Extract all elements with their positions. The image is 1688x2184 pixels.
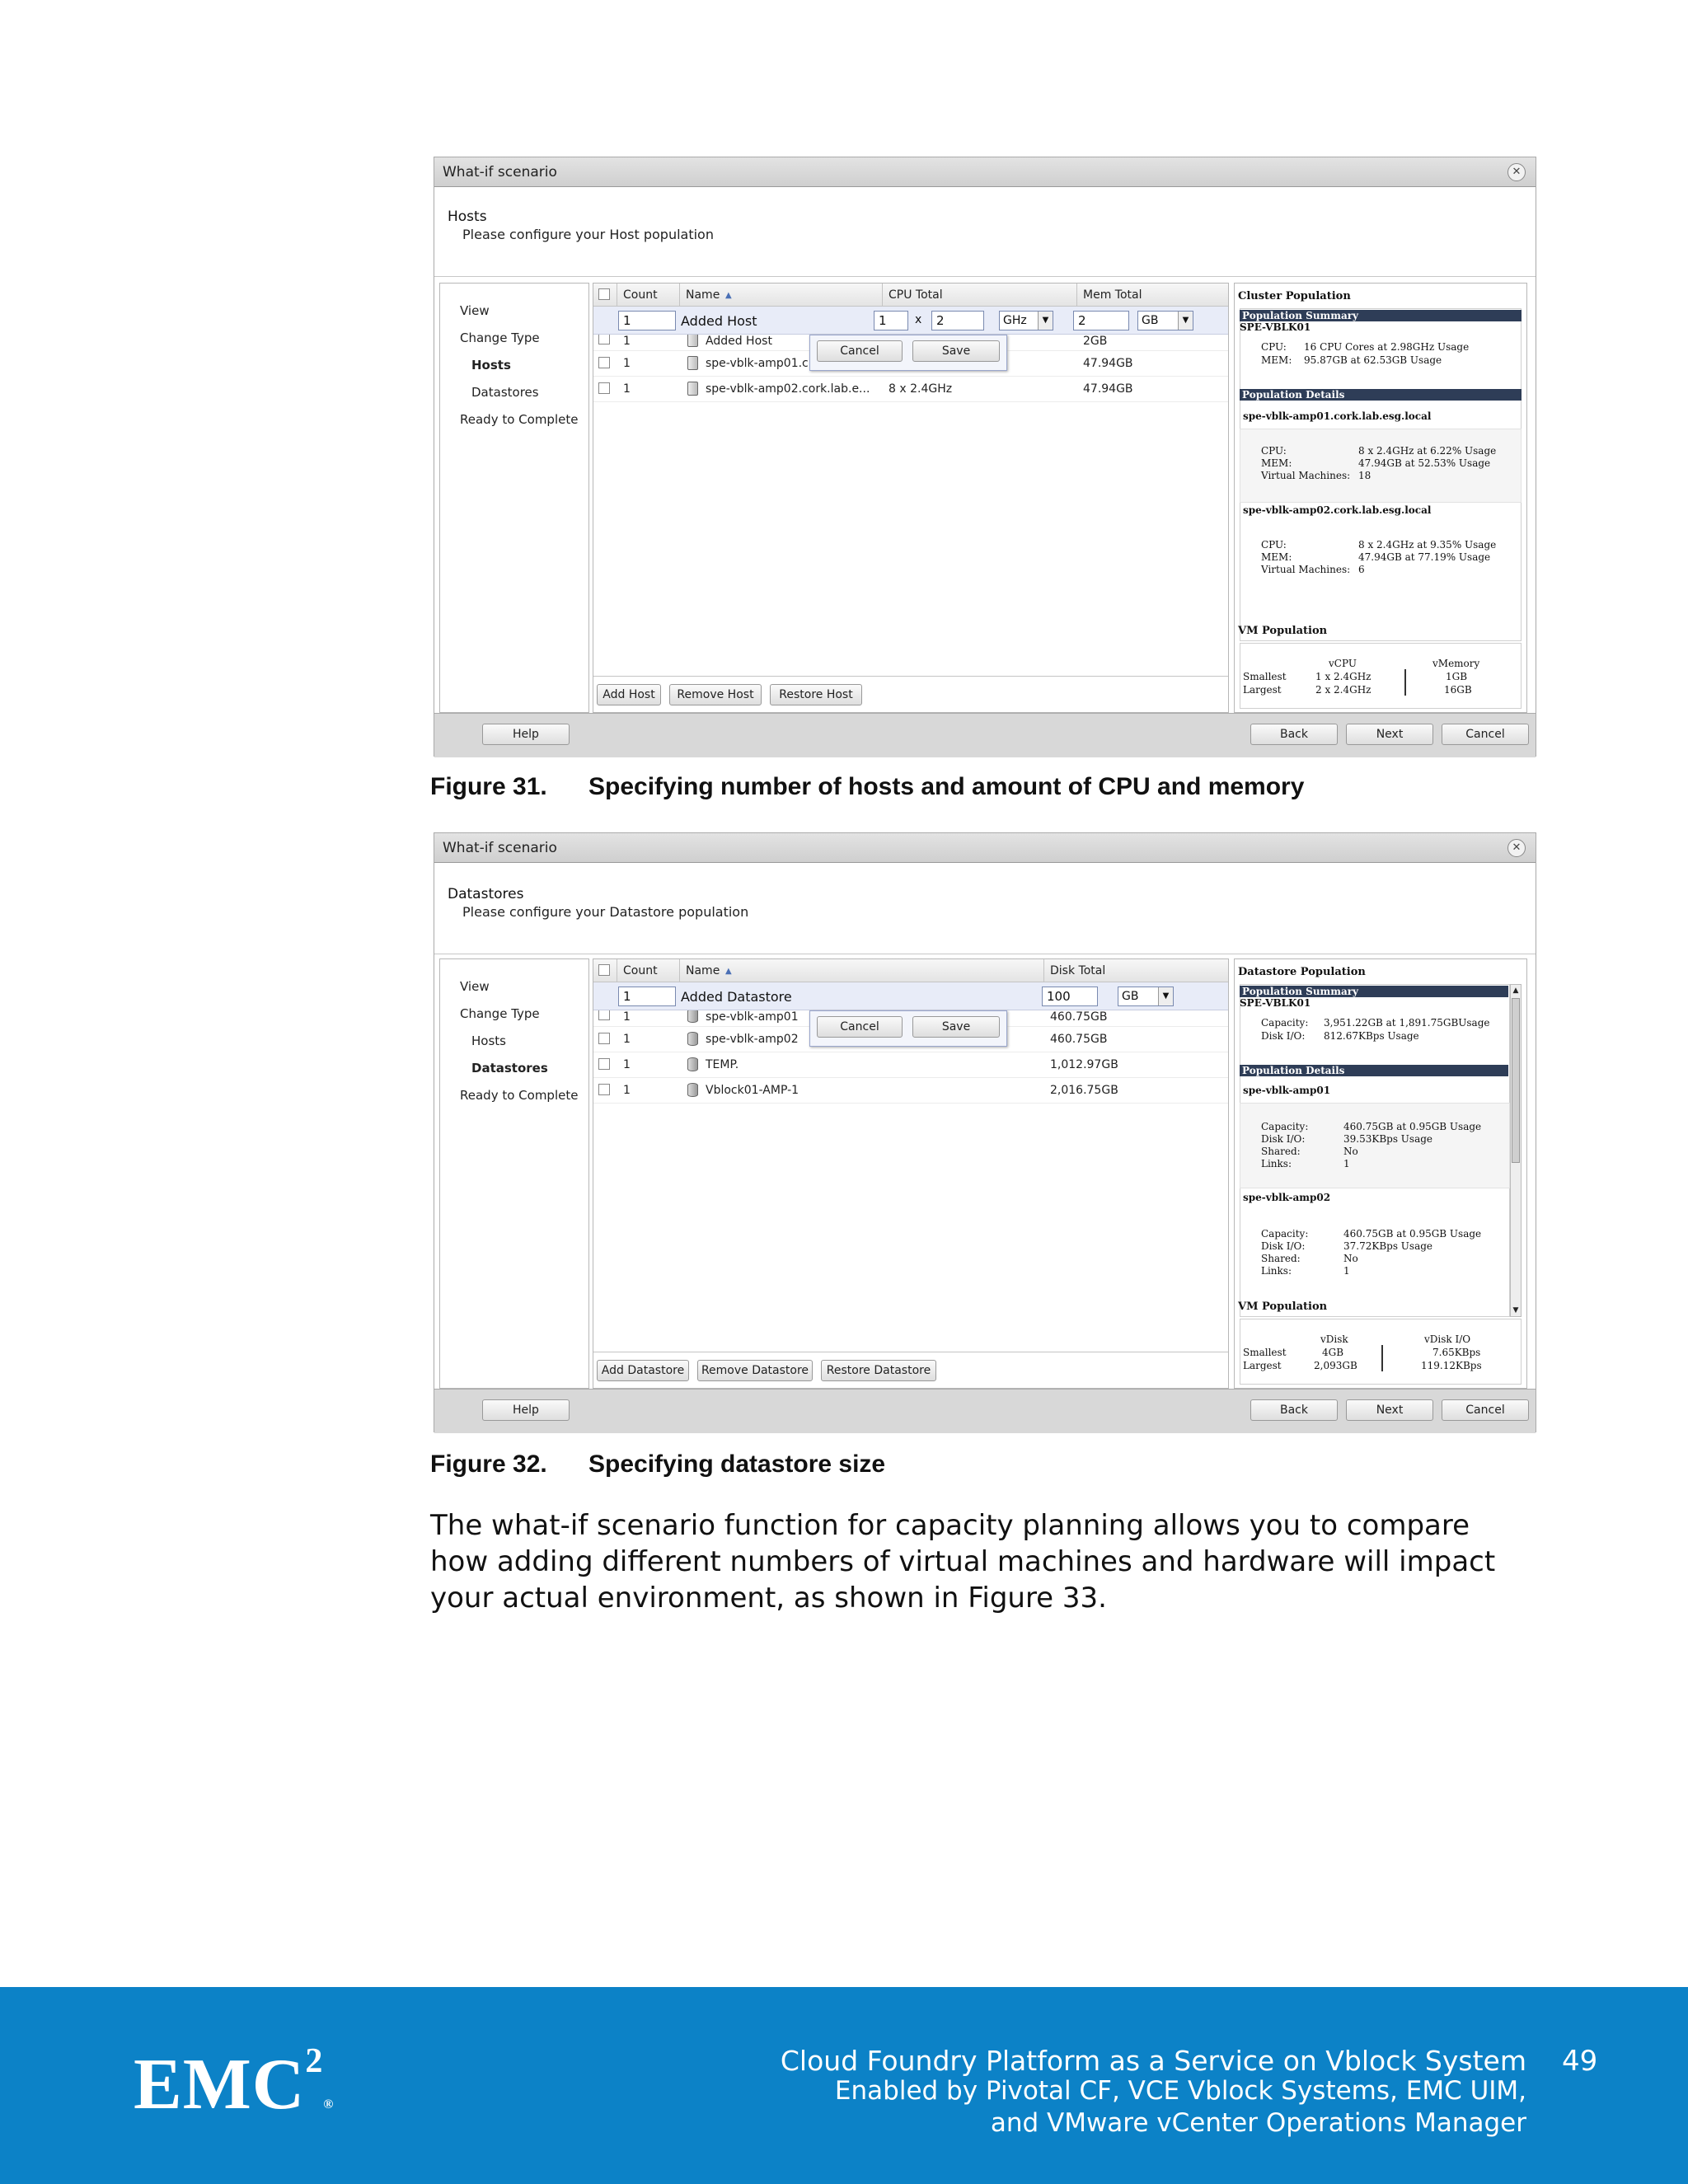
population-summary-bar: Population Summary (1240, 310, 1522, 321)
detail-shared-label: Shared: (1261, 1146, 1301, 1157)
cluster-name: SPE-VBLK01 (1240, 321, 1311, 333)
row-name: spe-vblk-amp01.c (706, 357, 809, 370)
scrollbar[interactable] (1510, 984, 1522, 1317)
detail-cpu-value: 8 x 2.4GHz at 6.22% Usage (1358, 445, 1497, 457)
row-mem: 47.94GB (1083, 382, 1133, 396)
figure-31-screenshot (434, 157, 1536, 757)
row-disk: 460.75GB (1050, 1033, 1108, 1046)
cancel-button[interactable]: Cancel (817, 340, 903, 362)
figure-caption-text: Specifying datastore size (588, 1451, 886, 1478)
figure-number: Figure 31. (430, 773, 547, 800)
figure-32-caption (430, 1451, 885, 1479)
row-checkbox[interactable] (598, 1033, 610, 1044)
detail-capacity-value: 460.75GB at 0.95GB Usage (1343, 1228, 1482, 1240)
host-name-input[interactable]: Added Host (681, 313, 757, 329)
mem-unit-select[interactable] (1137, 311, 1193, 330)
vm-divider (1381, 1345, 1383, 1371)
cpu-unit-select[interactable] (999, 311, 1053, 330)
sort-ascending-icon[interactable]: ▲ (725, 967, 732, 976)
row-count: 1 (623, 357, 631, 370)
detail-capacity-label: Capacity: (1261, 1228, 1309, 1240)
row-name: Vblock01-AMP-1 (706, 1084, 799, 1097)
close-icon[interactable]: ✕ (1507, 163, 1526, 181)
nav-item-datastores[interactable]: Datastores (471, 385, 539, 400)
count-input[interactable]: 1 (618, 987, 676, 1006)
count-input[interactable]: 1 (618, 311, 676, 330)
page-number: 49 (1562, 2045, 1598, 2078)
row-count: 1 (623, 382, 631, 396)
row-disk: 2,016.75GB (1050, 1084, 1118, 1097)
restore-host-button[interactable]: Restore Host (770, 684, 862, 705)
disk-unit-value: GB (1122, 990, 1139, 1003)
datastore-detail-name: spe-vblk-amp01 (1243, 1085, 1331, 1096)
row-checkbox[interactable] (598, 1058, 610, 1070)
scrollbar-thumb[interactable] (1512, 998, 1520, 1163)
vm-row-label: Smallest (1243, 1347, 1287, 1358)
back-button[interactable]: Back (1250, 1399, 1338, 1421)
scroll-up-icon[interactable]: ▲ (1512, 987, 1519, 995)
detail-links-label: Links: (1261, 1158, 1292, 1169)
vm-divider (1404, 669, 1406, 696)
emc-logo (134, 2043, 334, 2126)
row-count: 1 (623, 1010, 631, 1024)
detail-shared-label: Shared: (1261, 1253, 1301, 1264)
summary-capacity-value: 3,951.22GB at 1,891.75GBUsage (1324, 1017, 1490, 1029)
row-count: 1 (623, 1033, 631, 1046)
detail-cpu-label: CPU: (1261, 539, 1287, 551)
nav-item-view[interactable]: View (460, 979, 490, 994)
page-footer (0, 1987, 1688, 2184)
row-disk: 1,012.97GB (1050, 1058, 1118, 1071)
mem-unit-value: GB (1142, 314, 1159, 327)
row-checkbox[interactable] (598, 1084, 610, 1095)
row-name: TEMP. (706, 1058, 739, 1071)
row-count: 1 (623, 1058, 631, 1071)
select-all-checkbox[interactable] (598, 964, 610, 976)
header-divider (434, 276, 1536, 277)
help-button[interactable]: Help (482, 1399, 570, 1421)
nav-item-hosts[interactable]: Hosts (471, 1033, 506, 1048)
detail-vms-label: Virtual Machines: (1261, 470, 1351, 481)
vm-row-label: Largest (1243, 684, 1282, 696)
vm-row-a: 1 x 2.4GHz (1315, 671, 1372, 682)
row-count: 1 (623, 1084, 631, 1097)
footer-title-line-2: Enabled by Pivotal CF, VCE Vblock Systems, EMC UIM, (834, 2076, 1526, 2106)
detail-mem-label: MEM: (1261, 457, 1292, 469)
wizard-nav-panel (439, 283, 589, 713)
detail-mem-value: 47.94GB at 52.53% Usage (1358, 457, 1491, 469)
column-cpu-total[interactable]: CPU Total (889, 288, 943, 302)
cpu-speed-input[interactable]: 2 (931, 311, 984, 330)
detail-cpu-label: CPU: (1261, 445, 1287, 457)
select-all-checkbox[interactable] (598, 288, 610, 300)
detail-io-label: Disk I/O: (1261, 1133, 1306, 1145)
cancel-button[interactable]: Cancel (817, 1016, 903, 1038)
panel-title: Datastore Population (1238, 966, 1366, 978)
panel-title: Cluster Population (1238, 290, 1351, 302)
cancel-button[interactable]: Cancel (1442, 724, 1529, 745)
cluster-population-panel (1234, 283, 1527, 713)
remove-host-button[interactable]: Remove Host (669, 684, 762, 705)
summary-cpu-value: 16 CPU Cores at 2.98GHz Usage (1304, 341, 1470, 353)
population-details-bar: Population Details (1240, 1065, 1508, 1076)
detail-vms-value: 6 (1358, 564, 1365, 575)
scroll-down-icon[interactable]: ▼ (1512, 1306, 1519, 1315)
column-name[interactable]: Name (686, 288, 720, 302)
datastore-icon (687, 1057, 698, 1071)
row-edit-popup (809, 1010, 1007, 1047)
column-divider (1076, 284, 1077, 307)
vm-population-title: VM Population (1238, 1301, 1328, 1313)
table-row[interactable] (593, 377, 1228, 402)
detail-capacity-value: 460.75GB at 0.95GB Usage (1343, 1121, 1482, 1132)
wizard-button-bar (434, 1389, 1536, 1433)
row-mem: 47.94GB (1083, 357, 1133, 370)
logo-text: EMC (134, 2045, 306, 2125)
detail-capacity-label: Capacity: (1261, 1121, 1309, 1132)
window-title: What-if scenario (443, 840, 557, 856)
nav-item-ready-to-complete[interactable]: Ready to Complete (460, 1088, 579, 1103)
window-titlebar (434, 833, 1536, 863)
detail-mem-value: 47.94GB at 77.19% Usage (1358, 551, 1491, 563)
wizard-step-title: Datastores (448, 886, 524, 902)
footer-title-line-1: Cloud Foundry Platform as a Service on Vblock System (780, 2045, 1526, 2077)
save-button[interactable]: Save (912, 1016, 1000, 1038)
vm-row-b: 119.12KBps (1421, 1360, 1482, 1371)
host-icon (687, 356, 698, 370)
host-icon (687, 335, 698, 347)
vm-col-a: vCPU (1329, 658, 1357, 669)
add-datastore-button[interactable]: Add Datastore (597, 1360, 689, 1381)
row-checkbox[interactable] (598, 382, 610, 394)
figure-32-screenshot (434, 832, 1536, 1432)
vm-row-a: 4GB (1322, 1347, 1344, 1358)
wizard-nav-panel (439, 958, 589, 1389)
vm-row-b: 1GB (1446, 671, 1468, 682)
wizard-step-title: Hosts (448, 209, 487, 225)
nav-item-hosts[interactable]: Hosts (471, 358, 511, 373)
vm-row-b: 16GB (1444, 684, 1472, 696)
cluster-name: SPE-VBLK01 (1240, 997, 1311, 1009)
logo-superscript: 2 (305, 2042, 324, 2080)
datastore-population-panel (1234, 958, 1527, 1389)
close-icon[interactable]: ✕ (1507, 839, 1526, 857)
next-button[interactable]: Next (1346, 724, 1433, 745)
hosts-grid (593, 283, 1229, 713)
figure-caption-text: Specifying number of hosts and amount of CPU and memory (588, 773, 1305, 800)
column-count[interactable]: Count (623, 964, 658, 977)
datastore-detail-name: spe-vblk-amp02 (1243, 1192, 1331, 1203)
vm-col-b: vMemory (1432, 658, 1480, 669)
column-divider (679, 959, 680, 982)
times-sign: x (915, 313, 922, 326)
remove-datastore-button[interactable]: Remove Datastore (697, 1360, 813, 1381)
vm-row-label: Smallest (1243, 671, 1287, 682)
restore-datastore-button[interactable]: Restore Datastore (821, 1360, 936, 1381)
population-summary-bar: Population Summary (1240, 986, 1508, 997)
logo-registered-mark: ® (323, 2097, 335, 2111)
summary-mem-value: 95.87GB at 62.53GB Usage (1304, 354, 1442, 366)
nav-item-view[interactable]: View (460, 303, 490, 318)
column-divider (882, 284, 883, 307)
sort-ascending-icon[interactable]: ▲ (725, 291, 732, 300)
detail-links-value: 1 (1343, 1265, 1350, 1277)
window-titlebar (434, 157, 1536, 187)
summary-io-value: 812.67KBps Usage (1324, 1030, 1419, 1042)
row-count: 1 (623, 335, 631, 348)
detail-io-value: 37.72KBps Usage (1343, 1240, 1432, 1252)
wizard-step-subtitle: Please configure your Host population (462, 227, 714, 242)
vm-col-b: vDisk I/O (1424, 1333, 1471, 1345)
summary-cpu-label: CPU: (1261, 341, 1287, 353)
detail-links-label: Links: (1261, 1265, 1292, 1277)
vm-row-b: 7.65KBps (1432, 1347, 1481, 1358)
datastore-icon (687, 1032, 698, 1046)
figure-31-caption (430, 773, 1304, 801)
nav-item-change-type[interactable]: Change Type (460, 330, 540, 345)
wizard-step-subtitle: Please configure your Datastore population (462, 904, 749, 920)
row-disk: 460.75GB (1050, 1010, 1108, 1024)
summary-mem-label: MEM: (1261, 354, 1292, 366)
cpu-count-input[interactable]: 1 (874, 311, 908, 330)
column-divider (1043, 959, 1044, 982)
vm-row-a: 2 x 2.4GHz (1315, 684, 1372, 696)
column-disk-total[interactable]: Disk Total (1050, 964, 1106, 977)
cancel-button[interactable]: Cancel (1442, 1399, 1529, 1421)
detail-shared-value: No (1343, 1146, 1358, 1157)
host-detail-name: spe-vblk-amp02.cork.lab.esg.local (1243, 504, 1432, 516)
chevron-down-icon[interactable]: ▼ (1158, 987, 1173, 1005)
cpu-unit-value: GHz (1003, 314, 1027, 327)
datastore-name-input[interactable]: Added Datastore (681, 989, 792, 1005)
table-row[interactable] (593, 1078, 1228, 1104)
detail-io-value: 39.53KBps Usage (1343, 1133, 1432, 1145)
row-checkbox[interactable] (598, 357, 610, 368)
next-button[interactable]: Next (1346, 1399, 1433, 1421)
vm-col-a: vDisk (1320, 1333, 1348, 1345)
add-host-button[interactable]: Add Host (597, 684, 661, 705)
grid-footer-divider (593, 676, 1228, 677)
column-mem-total[interactable]: Mem Total (1083, 288, 1142, 302)
disk-size-input[interactable]: 100 (1042, 987, 1098, 1006)
column-name[interactable]: Name (686, 964, 720, 977)
detail-vms-value: 18 (1358, 470, 1372, 481)
nav-item-datastores[interactable]: Datastores (471, 1061, 548, 1076)
detail-links-value: 1 (1343, 1158, 1350, 1169)
host-icon (687, 382, 698, 396)
column-count[interactable]: Count (623, 288, 658, 302)
host-detail-name: spe-vblk-amp01.cork.lab.esg.local (1243, 410, 1432, 422)
table-row[interactable] (593, 1052, 1228, 1078)
window-title: What-if scenario (443, 164, 557, 180)
edit-row (593, 982, 1228, 1010)
mem-input[interactable]: 2 (1073, 311, 1129, 330)
population-details-bar: Population Details (1240, 389, 1522, 401)
detail-vms-label: Virtual Machines: (1261, 564, 1351, 575)
row-name: spe-vblk-amp02 (706, 1033, 799, 1046)
detail-io-label: Disk I/O: (1261, 1240, 1306, 1252)
chevron-down-icon[interactable]: ▼ (1038, 312, 1053, 330)
summary-capacity-label: Capacity: (1261, 1017, 1309, 1029)
grid-header (593, 284, 1228, 307)
body-paragraph: The what-if scenario function for capacity planning allows you to compare how adding different numbers of virtual machines and hardware will impact your actual environment, as shown in Figure 33. (430, 1509, 1496, 1615)
row-edit-popup (809, 335, 1007, 371)
row-name: spe-vblk-amp02.cork.lab.e... (706, 382, 870, 396)
grid-header (593, 959, 1228, 982)
wizard-button-bar (434, 713, 1536, 757)
back-button[interactable]: Back (1250, 724, 1338, 745)
nav-item-change-type[interactable]: Change Type (460, 1006, 540, 1021)
disk-unit-select[interactable] (1118, 987, 1174, 1006)
footer-title-line-3: and VMware vCenter Operations Manager (990, 2108, 1526, 2138)
datastore-icon (687, 1083, 698, 1097)
row-name: spe-vblk-amp01 (706, 1010, 799, 1024)
datastore-icon (687, 1010, 698, 1023)
row-mem: 2GB (1083, 335, 1108, 348)
row-name: Added Host (706, 335, 772, 348)
chevron-down-icon[interactable]: ▼ (1178, 312, 1193, 330)
detail-mem-label: MEM: (1261, 551, 1292, 563)
vm-row-label: Largest (1243, 1360, 1282, 1371)
detail-shared-value: No (1343, 1253, 1358, 1264)
row-cpu: 8 x 2.4GHz (889, 382, 953, 396)
datastores-grid (593, 958, 1229, 1389)
figure-number: Figure 32. (430, 1451, 547, 1478)
vm-population-title: VM Population (1238, 625, 1328, 637)
save-button[interactable]: Save (912, 340, 1000, 362)
detail-cpu-value: 8 x 2.4GHz at 9.35% Usage (1358, 539, 1497, 551)
vm-row-a: 2,093GB (1314, 1360, 1357, 1371)
row-checkbox[interactable] (598, 335, 610, 344)
summary-io-label: Disk I/O: (1261, 1030, 1306, 1042)
edit-row (593, 307, 1228, 335)
help-button[interactable]: Help (482, 724, 570, 745)
row-checkbox[interactable] (598, 1010, 610, 1020)
nav-item-ready-to-complete[interactable]: Ready to Complete (460, 412, 579, 427)
column-divider (679, 284, 680, 307)
